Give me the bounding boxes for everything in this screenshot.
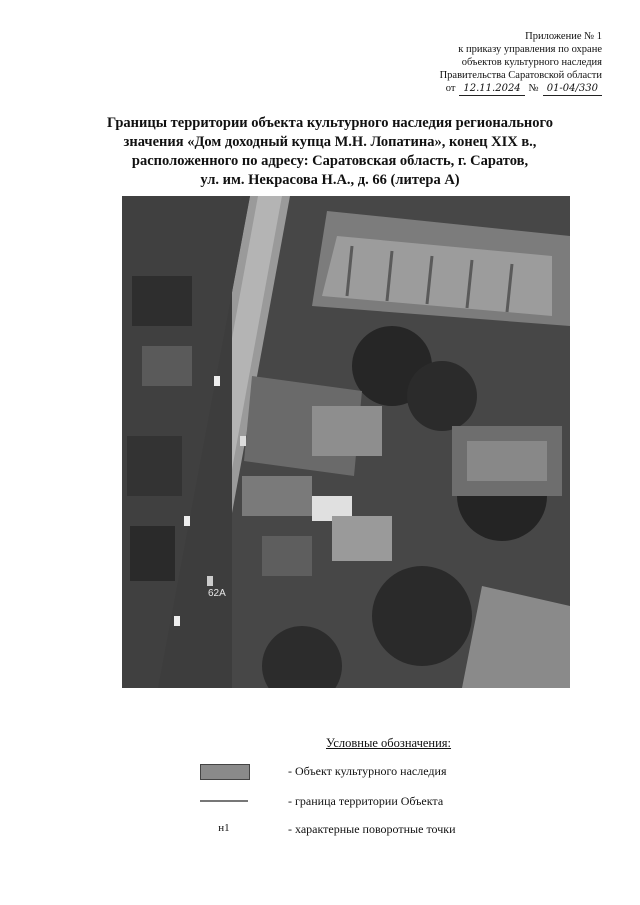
legend-item-border — [200, 792, 520, 812]
number-prefix: № — [528, 83, 539, 94]
map-label: 62А — [208, 588, 226, 599]
order-date: 12.11.2024 — [459, 82, 524, 96]
order-date-number — [446, 82, 602, 96]
appendix-line: объектов культурного наследия — [461, 57, 602, 68]
appendix-header — [372, 30, 602, 96]
document-title — [60, 114, 600, 190]
legend-item-text: - Объект культурного наследия — [288, 764, 447, 778]
legend-title: Условные обозначения: — [326, 736, 452, 750]
border-line-icon — [200, 800, 248, 802]
legend-item-points — [200, 820, 520, 840]
appendix-line: к приказу управления по охране — [458, 44, 602, 55]
aerial-map-image — [122, 196, 570, 688]
date-prefix: от — [445, 83, 456, 94]
aerial-map — [122, 196, 570, 688]
title-line: значения «Дом доходный купца М.Н. Лопатина», конец XIX в., — [123, 134, 537, 150]
legend-item-text: - характерные поворотные точки — [288, 822, 456, 836]
object-swatch-icon — [200, 764, 250, 780]
legend-item-object — [200, 762, 520, 782]
appendix-line: Приложение № 1 — [525, 31, 602, 42]
turning-point-icon: н1 — [218, 822, 230, 834]
order-number: 01-04/330 — [543, 82, 602, 96]
title-line: Границы территории объекта культурного наследия регионального — [107, 115, 553, 131]
appendix-line: Правительства Саратовской области — [439, 70, 602, 81]
title-line: ул. им. Некрасова Н.А., д. 66 (литера А) — [200, 172, 460, 188]
legend-item-text: - граница территории Объекта — [288, 794, 444, 808]
title-line: расположенного по адресу: Саратовская область, г. Саратов, — [131, 153, 529, 169]
